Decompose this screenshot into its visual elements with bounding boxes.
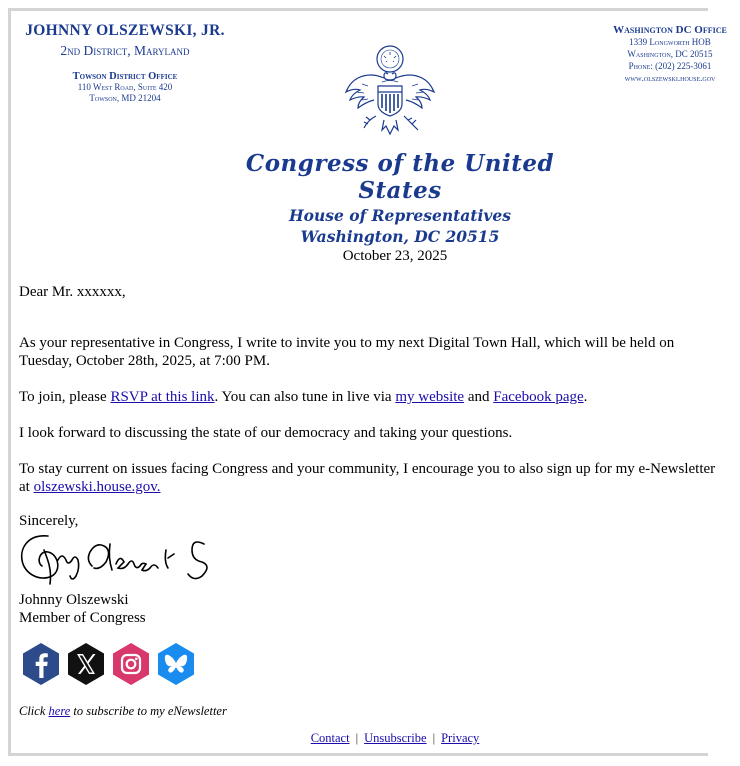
- join-text-end: .: [583, 389, 588, 405]
- facebook-page-link[interactable]: Facebook page: [493, 389, 584, 405]
- footer-separator: |: [355, 731, 359, 745]
- dc-office-website: www.olszewski.house.gov: [624, 73, 716, 83]
- subscribe-pre: Click: [19, 704, 49, 718]
- closing: Sincerely,: [19, 513, 79, 529]
- dc-office-title: Washington DC Office: [613, 24, 727, 36]
- newsletter-at: at: [19, 479, 34, 495]
- letter-date: October 23, 2025: [342, 248, 448, 264]
- join-text-pre: To join, please: [19, 389, 111, 405]
- website-link[interactable]: my website: [395, 389, 465, 405]
- district-office-block: [20, 22, 230, 104]
- congress-title: Congress of the United States: [245, 150, 555, 204]
- district-office-address-2: Towson, MD 21204: [89, 93, 161, 103]
- dc-office-block: [600, 24, 740, 84]
- footer-links: [280, 731, 510, 746]
- district-office-title: Towson District Office: [72, 71, 178, 82]
- house-title: House of Representatives: [289, 206, 511, 225]
- subscribe-line: [19, 704, 227, 719]
- washington-title: Washington, DC 20515: [300, 227, 500, 246]
- paragraph-discuss: I look forward to discussing the state of our democracy and taking your questions.: [19, 425, 513, 441]
- paragraph-newsletter: [19, 460, 739, 496]
- subscribe-here-link[interactable]: here: [48, 704, 71, 718]
- greeting: Dear Mr. xxxxxx,: [19, 284, 126, 300]
- paragraph-invite-line-1: As your representative in Congress, I write to invite you to my next Digital Town Hall, which will be held on: [19, 335, 675, 351]
- contact-link[interactable]: Contact: [310, 731, 350, 745]
- signer-title: Member of Congress: [19, 610, 146, 626]
- dc-office-address-1: 1339 Longworth HOB: [629, 37, 711, 47]
- newsletter-line-1: To stay current on issues facing Congress and your community, I encourage you to also sign up for my e-Newsletter: [19, 461, 716, 477]
- eagle-seal-icon: [340, 42, 440, 142]
- paragraph-invite: [19, 334, 739, 370]
- signature-image: [18, 530, 223, 588]
- district-label: 2nd District, Maryland: [60, 43, 190, 58]
- subscribe-post: to subscribe to my eNewsletter: [70, 704, 227, 718]
- facebook-icon[interactable]: [21, 642, 61, 686]
- privacy-link[interactable]: Privacy: [441, 731, 480, 745]
- bluesky-icon[interactable]: [156, 642, 196, 686]
- signature-block: [19, 591, 739, 627]
- congressman-name: JOHNNY OLSZEWSKI, JR.: [25, 22, 225, 39]
- unsubscribe-link[interactable]: Unsubscribe: [364, 731, 427, 745]
- dc-office-phone: Phone: (202) 225-3061: [628, 61, 712, 71]
- paragraph-invite-line-2: Tuesday, October 28th, 2025, at 7:00 PM.: [19, 353, 270, 369]
- join-text-mid: . You can also tune in live via: [214, 389, 396, 405]
- dc-office-address-2: Washington, DC 20515: [627, 49, 713, 59]
- x-icon[interactable]: [66, 642, 106, 686]
- footer-separator: |: [432, 731, 436, 745]
- paragraph-join: [19, 388, 739, 406]
- house-website-link[interactable]: olszewski.house.gov.: [33, 479, 161, 495]
- signer-name: Johnny Olszewski: [19, 592, 129, 608]
- join-text-and: and: [464, 389, 494, 405]
- congress-heading: [200, 150, 600, 246]
- district-office-address-1: 110 West Road, Suite 420: [77, 82, 173, 92]
- rsvp-link[interactable]: RSVP at this link: [110, 389, 215, 405]
- social-icons: [21, 642, 196, 686]
- instagram-icon[interactable]: [111, 642, 151, 686]
